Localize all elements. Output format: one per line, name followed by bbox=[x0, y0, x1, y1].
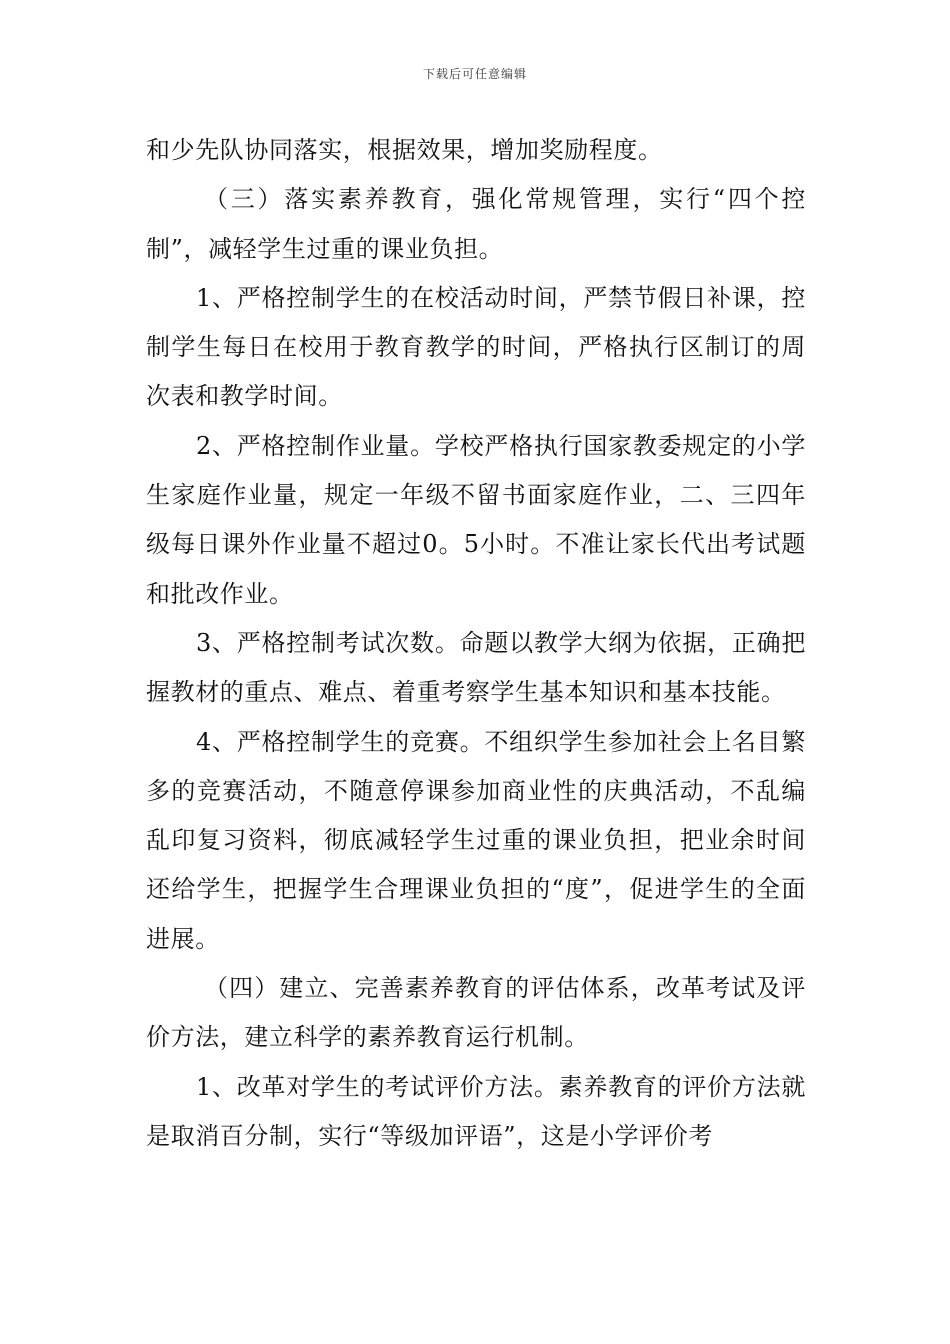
page-header-note: 下载后可任意编辑 bbox=[422, 67, 527, 81]
paragraph-item-3-exams: 3、严格控制考试次数。命题以教学大纲为依据，正确把握教材的重点、难点、着重考察学生基本知识和基本技能。 bbox=[146, 628, 806, 707]
paragraph-item-2-homework: 2、严格控制作业量。学校严格执行国家教委规定的小学生家庭作业量，规定一年级不留书面家庭作业，二、三四年级每日课外作业量不超过0。5小时。不准让家长代出考试题和批改作业。 bbox=[146, 431, 806, 608]
section-heading-three: （三）落实素养教育，强化常规管理，实行“四个控制”，减轻学生过重的课业负担。 bbox=[146, 185, 806, 263]
paragraph-continuation: 和少先队协同落实，根据效果，增加奖励程度。 bbox=[146, 136, 663, 164]
paragraph-item-4-competitions: 4、严格控制学生的竞赛。不组织学生参加社会上名目繁多的竞赛活动，不随意停课参加商业性的庆典活动，不乱编乱印复习资料，彻底减轻学生过重的课业负担，把业余时间还给学生，把握学生合理课业负担的“度”，促进学生的全面进展。 bbox=[146, 727, 806, 953]
section-heading-four: （四）建立、完善素养教育的评估体系，改革考试及评价方法，建立科学的素养教育运行机制。 bbox=[146, 974, 806, 1052]
document-body bbox=[146, 126, 806, 1161]
paragraph-item-1-evaluation: 1、改革对学生的考试评价方法。素养教育的评价方法就是取消百分制，实行“等级加评语”，这是小学评价考 bbox=[146, 1072, 806, 1150]
paragraph-item-1-time: 1、严格控制学生的在校活动时间，严禁节假日补课，控制学生每日在校用于教育教学的时间，严格执行区制订的周次表和教学时间。 bbox=[146, 283, 806, 411]
